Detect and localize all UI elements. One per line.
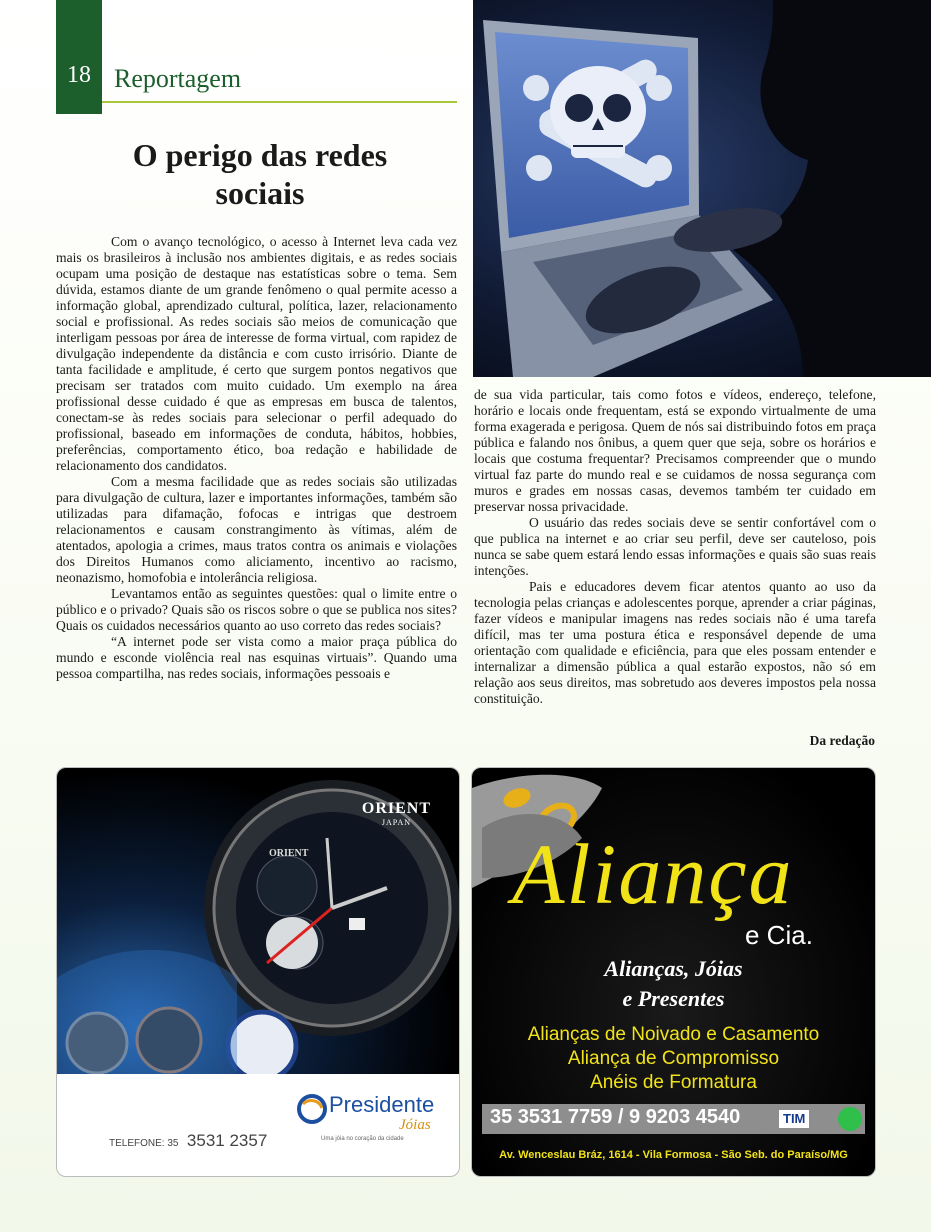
service-item: Alianças de Noivado e Casamento (527, 1024, 820, 1045)
article-title (100, 136, 420, 212)
paragraph: Pais e educadores devem ficar atentos quanto ao uso da tecnologia pelas crianças e adolescentes porque, aprender a criar páginas, fazer vídeos e manipular imagens nas redes sociais não é uma tarefa difícil, mas ter uma postura ética e responsável depende de uma orientação com qualidade e eficiência, para que eles possam entender e internalizar a dimensão pública a qual estarão expostos, não só em relação aos seus direitos, mas sobretudo aos deveres impostos pela nossa constituição. (474, 579, 876, 706)
brand-suffix: e Cia. (745, 920, 813, 950)
headline-line2: e Presentes (622, 986, 725, 1011)
store-address: Av. Wenceslau Bráz, 1614 - Vila Formosa - São Seb. do Paraíso/MG (499, 1149, 848, 1161)
paragraph: O usuário das redes sociais deve se sentir confortável com o que publica na internet e ao criar seu perfil, deve ser cauteloso, pois nunca se sabe quem estará lendo essas informações e quais são suas reais intenções. (474, 515, 876, 578)
paragraph: “A internet pode ser vista como a maior praça pública do mundo e esconde violência real nas esquinas virtuais”. Quando uma pessoa compartilha, nas redes sociais, informações pessoais e (56, 634, 457, 681)
store-name: Presidente (329, 1092, 435, 1117)
page-number: 18 (67, 62, 91, 88)
tim-logo-text: TIM (783, 1111, 806, 1126)
article-title-line2: sociais (215, 175, 305, 211)
phone-number: 3531 2357 (186, 1131, 268, 1150)
orient-brand-sub: JAPAN (381, 818, 412, 827)
presidente-logo-icon (297, 1094, 327, 1124)
headline-line1: Alianças, Jóias (604, 956, 743, 981)
ad-alianca-e-cia[interactable] (471, 767, 876, 1177)
store-tagline: Uma jóia no coração da cidade (321, 1136, 404, 1142)
ad-presidente-joias[interactable] (56, 767, 460, 1177)
tim-logo (779, 1110, 809, 1128)
whatsapp-icon (838, 1107, 862, 1131)
byline: Da redação (809, 733, 875, 748)
paragraph: Com o avanço tecnológico, o acesso à Internet leva cada vez mais os brasileiros à inclusão nos ambientes digitais, e as redes sociais ocupam uma posição de destaque nas estatísticas sobre o tema. Sem dúvida, estamos diante de um grande fenômeno o qual permite acesso a informação global, aprendizado cultural, política, lazer, relacionamento social e profissional. As redes sociais são meios de comunicação que interligam pessoas por área de interesse de forma virtual, com rapidez de divulgação independente da distância e com custo irrisório. Diante de tanta facilidade e amplitude, é certo que surgem pontos negativos que precisam ser tratados com muito cuidado. Um exemplo na área profissional desse cuidado é que as empresas em busca de talentos, conectam-se às redes sociais para selecionar o perfil adequado do profissional, baseado em informações de conduta, hábitos, hobbies, preferências, comportamento ético, boa redação e habilidade de relacionamento dos candidatos. (56, 234, 457, 473)
section-title: Reportagem (114, 64, 242, 93)
watch-dial-brand: ORIENT (269, 848, 309, 859)
store-sub: Jóias (399, 1117, 431, 1133)
page-number-tab (56, 0, 102, 114)
orient-brand: ORIENT (361, 800, 431, 817)
paragraph: de sua vida particular, tais como fotos e vídeos, endereço, telefone, horário e locais onde frequentam, está se expondo virtualmente de uma forma exagerada e perigosa. Quem de nós sai distribuindo fotos em praça pública e falando nos ônibus, a quem quer que seja, sobre os horários e locais que costuma frequentar? Precisamos compreender que o mundo virtual faz parte do mundo real e se cuidamos de nossa segurança com muros e grades em nossas casas, devemos também ter cuidado em preservar nossa privacidade. (474, 387, 876, 514)
article-title-line1: O perigo das redes (132, 137, 388, 173)
hero-image (473, 0, 931, 377)
phone-label: TELEFONE: 35 (109, 1138, 179, 1149)
paragraph: Com a mesma facilidade que as redes sociais são utilizadas para divulgação de cultura, lazer e importantes informações, também são utilizadas para difamação, fofocas e intrigas que destroem relacionamentos e causam constrangimento às vítimas, além de atentados, apologia a crimes, maus tratos contra os animais e violações dos Direitos Humanos como aliciamento, incentivo ao racismo, neonazismo, homofobia e intolerância religiosa. (56, 474, 457, 585)
phone-numbers: 35 3531 7759 / 9 9203 4540 (490, 1106, 741, 1128)
ad1-phone (109, 1131, 267, 1151)
article-column-left (56, 234, 457, 682)
orient-logo (362, 800, 431, 827)
service-item: Aliança de Compromisso (567, 1048, 780, 1069)
brand-script: Aliança (512, 826, 794, 922)
paragraph: Levantamos então as seguintes questões: qual o limite entre o público e o privado? Quais são os riscos sobre o que se publica nos sites? Quais os cuidados necessários quanto ao uso correto das redes sociais? (56, 586, 457, 633)
section-rule (102, 101, 457, 103)
phone-bar (482, 1104, 865, 1134)
article-column-right (474, 387, 876, 707)
service-item: Anéis de Formatura (590, 1072, 757, 1093)
